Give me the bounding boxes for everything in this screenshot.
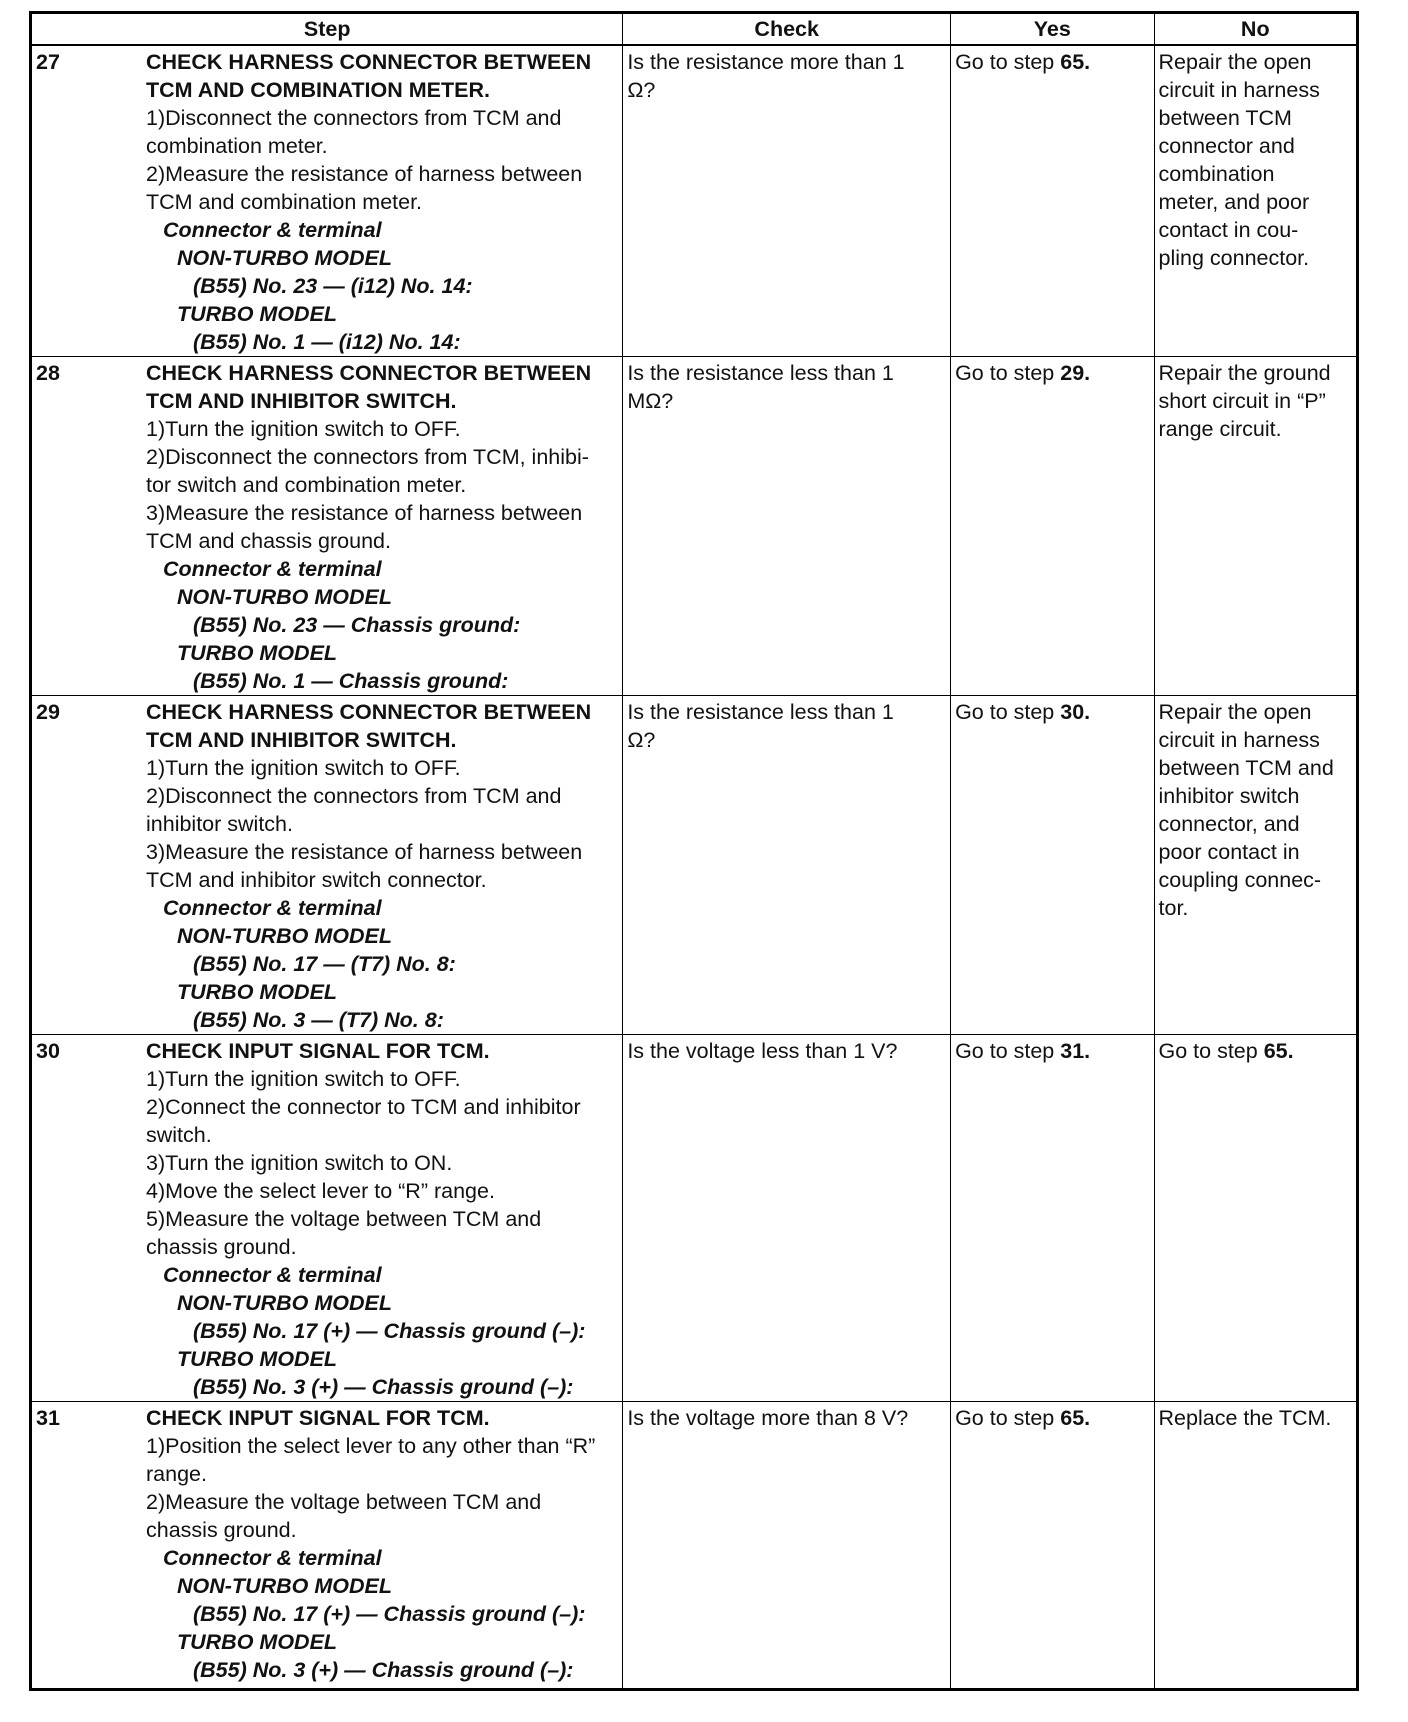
- check-line: MΩ?: [627, 389, 674, 413]
- step-number: 30: [36, 1039, 60, 1063]
- header-check: Check: [623, 13, 951, 46]
- no-line: between TCM: [1158, 106, 1292, 130]
- yes-action: [955, 698, 1149, 726]
- connector-terminal-label: Connector & terminal: [163, 557, 382, 581]
- step-cell: [31, 357, 623, 696]
- no-line: circuit in harness: [1158, 728, 1320, 752]
- non-turbo-model-label: NON-TURBO MODEL: [177, 246, 392, 270]
- turbo-terminal-spec: (B55) No. 3 (+) — Chassis ground (–):: [193, 1658, 574, 1682]
- instruction-line: 3)Measure the resistance of harness between: [146, 840, 583, 864]
- instruction-line: combination meter.: [146, 134, 328, 158]
- instruction-line: switch.: [146, 1123, 212, 1147]
- non-turbo-terminal-spec: (B55) No. 17 — (T7) No. 8:: [193, 952, 456, 976]
- table-row: [31, 1402, 1358, 1690]
- instruction-line: inhibitor switch.: [146, 812, 293, 836]
- instruction-line: 5)Measure the voltage between TCM and: [146, 1207, 542, 1231]
- turbo-terminal-spec: (B55) No. 1 — (i12) No. 14:: [193, 330, 461, 354]
- check-line: Is the resistance less than 1: [627, 361, 894, 385]
- connector-terminal-label: Connector & terminal: [163, 218, 382, 242]
- step-title-line: CHECK HARNESS CONNECTOR BETWEEN: [146, 700, 592, 724]
- no-line: Repair the ground: [1158, 361, 1331, 385]
- no-line: range circuit.: [1158, 417, 1282, 441]
- check-line: Is the resistance less than 1: [627, 700, 894, 724]
- diagnostic-table: [29, 11, 1359, 1691]
- no-line: Replace the TCM.: [1158, 1406, 1332, 1430]
- yes-cell: [951, 45, 1154, 357]
- check-cell: [623, 1035, 951, 1402]
- no-action: [1159, 1037, 1352, 1065]
- no-step-ref: 65.: [1263, 1039, 1294, 1063]
- turbo-model-label: TURBO MODEL: [177, 302, 338, 326]
- no-line: pling connector.: [1158, 246, 1310, 270]
- no-line: tor.: [1158, 896, 1189, 920]
- no-cell: [1154, 45, 1357, 357]
- non-turbo-model-label: NON-TURBO MODEL: [177, 924, 392, 948]
- instruction-line: 3)Turn the ignition switch to ON.: [146, 1151, 453, 1175]
- yes-action: [955, 1037, 1149, 1065]
- non-turbo-model-label: NON-TURBO MODEL: [177, 585, 392, 609]
- instruction-line: TCM and chassis ground.: [146, 529, 391, 553]
- table-row: [31, 696, 1358, 1035]
- yes-step-ref: 65.: [1060, 1406, 1091, 1430]
- header-step: Step: [31, 13, 623, 46]
- no-line: Repair the open: [1158, 50, 1312, 74]
- step-title-line: TCM AND INHIBITOR SWITCH.: [146, 728, 457, 752]
- instruction-line: 4)Move the select lever to “R” range.: [146, 1179, 495, 1203]
- yes-action: [955, 1404, 1149, 1432]
- yes-step-ref: 31.: [1060, 1039, 1091, 1063]
- instruction-line: 1)Turn the ignition switch to OFF.: [146, 417, 461, 441]
- yes-prefix: Go to step: [955, 1406, 1061, 1430]
- yes-prefix: Go to step: [955, 50, 1061, 74]
- non-turbo-terminal-spec: (B55) No. 17 (+) — Chassis ground (–):: [193, 1319, 586, 1343]
- instruction-line: 2)Measure the voltage between TCM and: [146, 1490, 542, 1514]
- check-line: Ω?: [627, 728, 656, 752]
- no-line: coupling connec-: [1158, 868, 1322, 892]
- no-prefix: Go to step: [1158, 1039, 1264, 1063]
- yes-prefix: Go to step: [955, 700, 1061, 724]
- check-cell: [623, 1402, 951, 1690]
- turbo-model-label: TURBO MODEL: [177, 980, 338, 1004]
- step-title-line: TCM AND INHIBITOR SWITCH.: [146, 389, 457, 413]
- step-title-line: CHECK HARNESS CONNECTOR BETWEEN: [146, 50, 592, 74]
- no-line: connector and: [1158, 134, 1295, 158]
- no-line: poor contact in: [1158, 840, 1300, 864]
- instruction-line: 1)Position the select lever to any other than “R”: [146, 1434, 596, 1458]
- no-line: inhibitor switch: [1158, 784, 1300, 808]
- instruction-line: 3)Measure the resistance of harness between: [146, 501, 583, 525]
- no-cell: [1154, 696, 1357, 1035]
- yes-step-ref: 29.: [1060, 361, 1091, 385]
- non-turbo-terminal-spec: (B55) No. 23 — Chassis ground:: [193, 613, 521, 637]
- instruction-line: 1)Turn the ignition switch to OFF.: [146, 756, 461, 780]
- yes-prefix: Go to step: [955, 1039, 1061, 1063]
- step-number: 28: [36, 361, 60, 385]
- connector-terminal-label: Connector & terminal: [163, 1263, 382, 1287]
- table-row: [31, 1035, 1358, 1402]
- step-cell: [31, 1035, 623, 1402]
- turbo-model-label: TURBO MODEL: [177, 1630, 338, 1654]
- connector-terminal-label: Connector & terminal: [163, 896, 382, 920]
- yes-prefix: Go to step: [955, 361, 1061, 385]
- connector-terminal-label: Connector & terminal: [163, 1546, 382, 1570]
- non-turbo-terminal-spec: (B55) No. 23 — (i12) No. 14:: [193, 274, 473, 298]
- step-title-line: CHECK HARNESS CONNECTOR BETWEEN: [146, 361, 592, 385]
- non-turbo-terminal-spec: (B55) No. 17 (+) — Chassis ground (–):: [193, 1602, 586, 1626]
- no-line: connector, and: [1158, 812, 1300, 836]
- no-cell: [1154, 1035, 1357, 1402]
- no-line: Repair the open: [1158, 700, 1312, 724]
- yes-step-ref: 65.: [1060, 50, 1091, 74]
- check-line: Is the resistance more than 1: [627, 50, 905, 74]
- header-no: No: [1154, 13, 1357, 46]
- non-turbo-model-label: NON-TURBO MODEL: [177, 1574, 392, 1598]
- header-row: [31, 13, 1358, 46]
- yes-cell: [951, 1402, 1154, 1690]
- no-line: meter, and poor: [1158, 190, 1310, 214]
- instruction-line: range.: [146, 1462, 207, 1486]
- no-line: between TCM and: [1158, 756, 1334, 780]
- instruction-line: tor switch and combination meter.: [146, 473, 467, 497]
- turbo-model-label: TURBO MODEL: [177, 641, 338, 665]
- step-title-line: CHECK INPUT SIGNAL FOR TCM.: [146, 1406, 490, 1430]
- table-row: [31, 357, 1358, 696]
- check-cell: [623, 357, 951, 696]
- step-cell: [31, 1402, 623, 1690]
- step-cell: [31, 696, 623, 1035]
- yes-step-ref: 30.: [1060, 700, 1091, 724]
- step-number: 27: [36, 50, 60, 74]
- turbo-terminal-spec: (B55) No. 1 — Chassis ground:: [193, 669, 509, 693]
- yes-action: [955, 48, 1149, 76]
- check-cell: [623, 696, 951, 1035]
- no-cell: [1154, 1402, 1357, 1690]
- step-title-line: CHECK INPUT SIGNAL FOR TCM.: [146, 1039, 490, 1063]
- check-line: Is the voltage less than 1 V?: [627, 1039, 898, 1063]
- turbo-terminal-spec: (B55) No. 3 (+) — Chassis ground (–):: [193, 1375, 574, 1399]
- no-line: contact in cou-: [1158, 218, 1299, 242]
- instruction-line: 1)Disconnect the connectors from TCM and: [146, 106, 562, 130]
- instruction-line: 2)Disconnect the connectors from TCM and: [146, 784, 562, 808]
- step-title-line: TCM AND COMBINATION METER.: [146, 78, 490, 102]
- turbo-terminal-spec: (B55) No. 3 — (T7) No. 8:: [193, 1008, 444, 1032]
- check-line: Ω?: [627, 78, 656, 102]
- non-turbo-model-label: NON-TURBO MODEL: [177, 1291, 392, 1315]
- yes-cell: [951, 696, 1154, 1035]
- turbo-model-label: TURBO MODEL: [177, 1347, 338, 1371]
- instruction-line: 2)Measure the resistance of harness between: [146, 162, 583, 186]
- instruction-line: chassis ground.: [146, 1235, 297, 1259]
- header-yes: Yes: [951, 13, 1154, 46]
- table-row: [31, 45, 1358, 357]
- step-number: 31: [36, 1406, 60, 1430]
- yes-action: [955, 359, 1149, 387]
- check-line: Is the voltage more than 8 V?: [627, 1406, 909, 1430]
- instruction-line: 2)Disconnect the connectors from TCM, inhibi-: [146, 445, 589, 469]
- instruction-line: TCM and combination meter.: [146, 190, 423, 214]
- instruction-line: 1)Turn the ignition switch to OFF.: [146, 1067, 461, 1091]
- no-line: combination: [1158, 162, 1275, 186]
- yes-cell: [951, 1035, 1154, 1402]
- no-line: circuit in harness: [1158, 78, 1320, 102]
- no-cell: [1154, 357, 1357, 696]
- instruction-line: chassis ground.: [146, 1518, 297, 1542]
- yes-cell: [951, 357, 1154, 696]
- no-line: short circuit in “P”: [1158, 389, 1326, 413]
- step-cell: [31, 45, 623, 357]
- step-number: 29: [36, 700, 60, 724]
- instruction-line: 2)Connect the connector to TCM and inhibitor: [146, 1095, 581, 1119]
- table-body: [31, 45, 1358, 1690]
- check-cell: [623, 45, 951, 357]
- instruction-line: TCM and inhibitor switch connector.: [146, 868, 487, 892]
